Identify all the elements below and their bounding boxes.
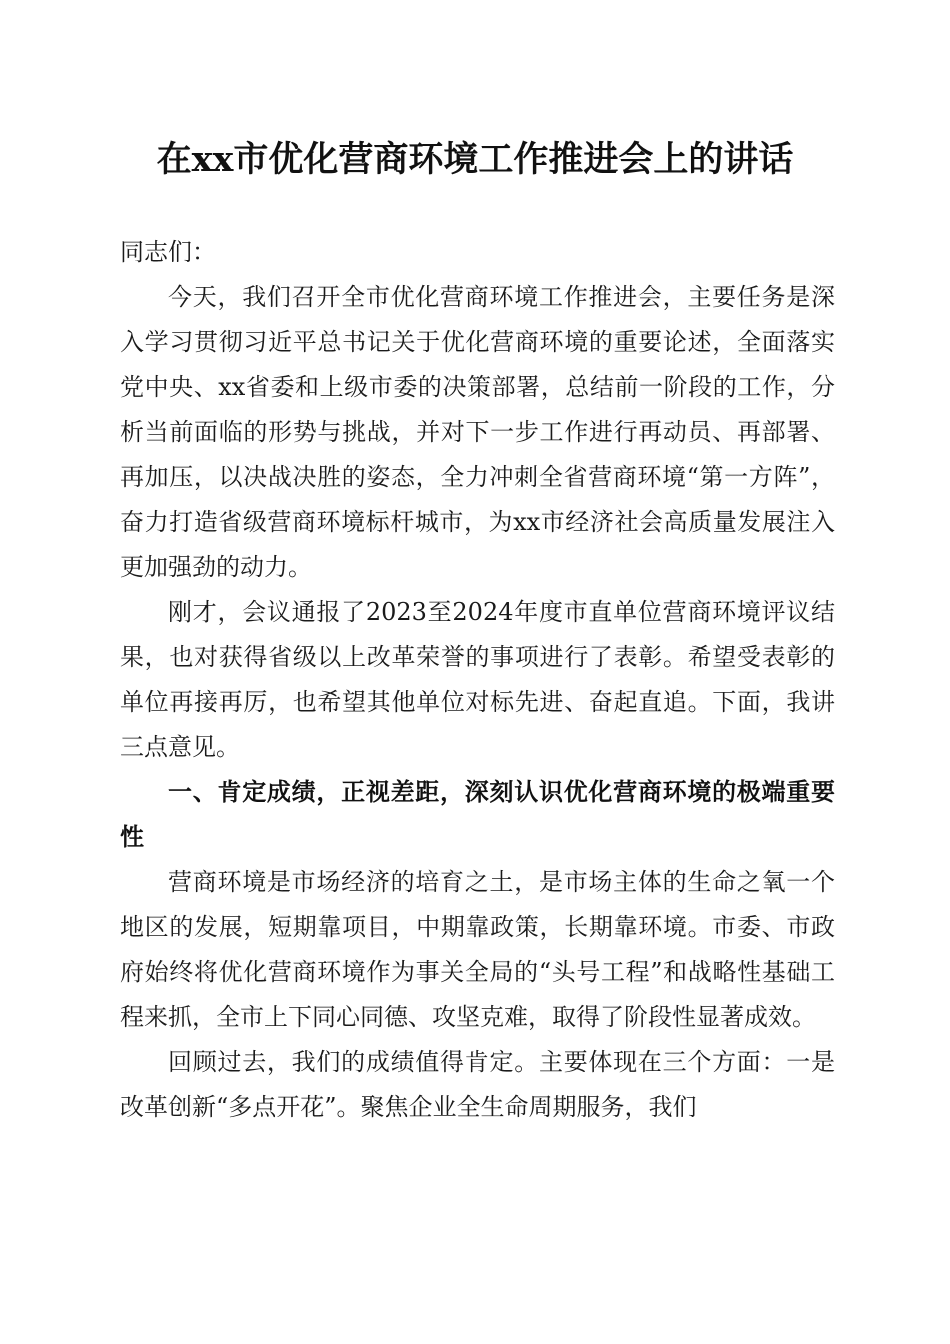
section-heading-one: 一、肯定成绩，正视差距，深刻认识优化营商环境的极端重要性 <box>120 778 835 851</box>
document-title: 在xx市优化营商环境工作推进会上的讲话 <box>156 139 794 180</box>
paragraph-meeting-summary: 刚才，会议通报了2023至2024年度市直单位营商环境评议结果，也对获得省级以上改革荣誉的事项进行了表彰。希望受表彰的单位再接再厉，也希望其他单位对标先进、奋起直追。下面，我讲三点意见。 <box>120 598 835 761</box>
paragraph-business-environment: 营商环境是市场经济的培育之土，是市场主体的生命之氧一个地区的发展，短期靠项目，中期靠政策，长期靠环境。市委、市政府始终将优化营商环境作为事关全局的“头号工程”和战略性基础工程来抓，全市上下同心同德、攻坚克难，取得了阶段性显著成效。 <box>120 868 835 1031</box>
paragraph-opening: 今天，我们召开全市优化营商环境工作推进会，主要任务是深入学习贯彻习近平总书记关于优化营商环境的重要论述，全面落实党中央、xx省委和上级市委的决策部署，总结前一阶段的工作，分析当前面临的形势与挑战，并对下一步工作进行再动员、再部署、再加压，以决战决胜的姿态，全力冲刺全省营商环境“第一方阵”，奋力打造省级营商环境标杆城市，为xx市经济社会高质量发展注入更加强劲的动力。 <box>120 283 835 581</box>
salutation: 同志们： <box>120 238 216 266</box>
document-body <box>120 230 835 1130</box>
paragraph-review: 回顾过去，我们的成绩值得肯定。主要体现在三个方面：一是改革创新“多点开花”。聚焦企业全生命周期服务，我们 <box>120 1048 835 1121</box>
